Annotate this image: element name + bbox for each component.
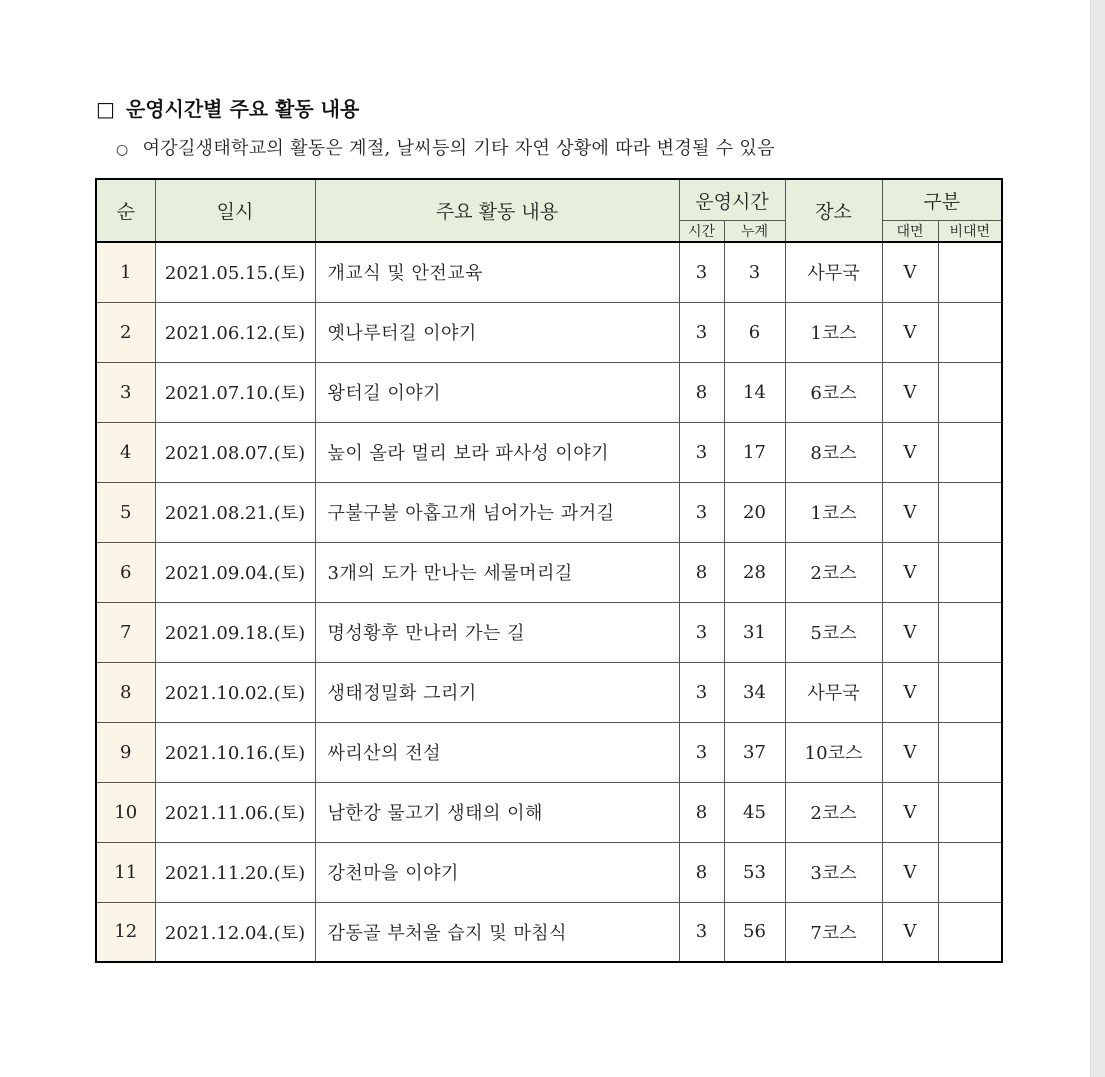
section-title: 운영시간별 주요 활동 내용 (125, 97, 360, 121)
scrollbar[interactable] (1090, 0, 1105, 1077)
cell-cumulative: 31 (724, 602, 785, 662)
cell-in-person: V (882, 842, 938, 902)
cell-date: 2021.10.16.(토) (155, 722, 315, 782)
table-row (96, 302, 1002, 362)
cell-activity: 강천마을 이야기 (315, 842, 679, 902)
header-in-person: 대면 (882, 221, 938, 243)
cell-hours: 3 (679, 722, 724, 782)
cell-date: 2021.11.06.(토) (155, 782, 315, 842)
header-seq: 순 (96, 179, 155, 242)
cell-cumulative: 37 (724, 722, 785, 782)
cell-date: 2021.06.12.(토) (155, 302, 315, 362)
cell-place: 1코스 (785, 302, 882, 362)
schedule-table (95, 178, 1003, 963)
cell-activity: 생태정밀화 그리기 (315, 662, 679, 722)
header-date: 일시 (155, 179, 315, 242)
header-hours: 시간 (679, 221, 724, 243)
cell-seq: 3 (96, 362, 155, 422)
cell-place: 사무국 (785, 662, 882, 722)
cell-place: 사무국 (785, 242, 882, 302)
cell-hours: 3 (679, 602, 724, 662)
cell-non-in-person (938, 842, 1002, 902)
cell-non-in-person (938, 422, 1002, 482)
cell-date: 2021.12.04.(토) (155, 902, 315, 962)
cell-cumulative: 20 (724, 482, 785, 542)
cell-date: 2021.11.20.(토) (155, 842, 315, 902)
cell-activity: 개교식 및 안전교육 (315, 242, 679, 302)
cell-hours: 8 (679, 542, 724, 602)
table-header (96, 179, 1002, 242)
header-cumulative: 누계 (724, 221, 785, 243)
cell-activity: 옛나루터길 이야기 (315, 302, 679, 362)
cell-in-person: V (882, 902, 938, 962)
cell-in-person: V (882, 782, 938, 842)
cell-cumulative: 14 (724, 362, 785, 422)
header-activity: 주요 활동 내용 (315, 179, 679, 242)
cell-non-in-person (938, 302, 1002, 362)
cell-activity: 싸리산의 전설 (315, 722, 679, 782)
cell-seq: 6 (96, 542, 155, 602)
table-row (96, 842, 1002, 902)
cell-seq: 8 (96, 662, 155, 722)
header-place: 장소 (785, 179, 882, 242)
cell-non-in-person (938, 482, 1002, 542)
cell-seq: 4 (96, 422, 155, 482)
cell-date: 2021.05.15.(토) (155, 242, 315, 302)
cell-date: 2021.08.21.(토) (155, 482, 315, 542)
cell-in-person: V (882, 242, 938, 302)
cell-cumulative: 45 (724, 782, 785, 842)
cell-hours: 3 (679, 302, 724, 362)
cell-non-in-person (938, 362, 1002, 422)
table-row (96, 242, 1002, 302)
cell-in-person: V (882, 362, 938, 422)
cell-non-in-person (938, 602, 1002, 662)
cell-non-in-person (938, 242, 1002, 302)
cell-in-person: V (882, 302, 938, 362)
cell-non-in-person (938, 722, 1002, 782)
header-hours-group: 운영시간 (679, 179, 785, 221)
cell-place: 6코스 (785, 362, 882, 422)
cell-cumulative: 34 (724, 662, 785, 722)
cell-place: 2코스 (785, 542, 882, 602)
cell-place: 5코스 (785, 602, 882, 662)
cell-in-person: V (882, 422, 938, 482)
cell-hours: 3 (679, 902, 724, 962)
cell-date: 2021.07.10.(토) (155, 362, 315, 422)
table-body (96, 242, 1002, 962)
circle-bullet-icon: ○ (116, 142, 129, 158)
cell-seq: 12 (96, 902, 155, 962)
table-row (96, 542, 1002, 602)
cell-activity: 명성황후 만나러 가는 길 (315, 602, 679, 662)
cell-non-in-person (938, 902, 1002, 962)
cell-activity: 감동골 부처울 습지 및 마침식 (315, 902, 679, 962)
table-row (96, 782, 1002, 842)
cell-seq: 11 (96, 842, 155, 902)
cell-seq: 1 (96, 242, 155, 302)
cell-cumulative: 6 (724, 302, 785, 362)
cell-in-person: V (882, 602, 938, 662)
cell-place: 3코스 (785, 842, 882, 902)
cell-hours: 3 (679, 422, 724, 482)
cell-activity: 높이 올라 멀리 보라 파사성 이야기 (315, 422, 679, 482)
note-text: 여강길생태학교의 활동은 계절, 날씨등의 기타 자연 상황에 따라 변경될 수 있음 (142, 138, 775, 159)
cell-seq: 9 (96, 722, 155, 782)
table-row (96, 662, 1002, 722)
cell-cumulative: 28 (724, 542, 785, 602)
cell-in-person: V (882, 482, 938, 542)
section-note (116, 134, 775, 160)
cell-seq: 7 (96, 602, 155, 662)
cell-in-person: V (882, 542, 938, 602)
cell-activity: 3개의 도가 만나는 세물머리길 (315, 542, 679, 602)
table-row (96, 722, 1002, 782)
table-row (96, 422, 1002, 482)
cell-in-person: V (882, 722, 938, 782)
cell-seq: 10 (96, 782, 155, 842)
table-row (96, 602, 1002, 662)
cell-hours: 8 (679, 842, 724, 902)
cell-non-in-person (938, 782, 1002, 842)
cell-hours: 3 (679, 242, 724, 302)
cell-activity: 남한강 물고기 생태의 이해 (315, 782, 679, 842)
cell-cumulative: 17 (724, 422, 785, 482)
cell-date: 2021.08.07.(토) (155, 422, 315, 482)
cell-cumulative: 53 (724, 842, 785, 902)
cell-cumulative: 3 (724, 242, 785, 302)
cell-place: 7코스 (785, 902, 882, 962)
cell-place: 10코스 (785, 722, 882, 782)
cell-hours: 8 (679, 782, 724, 842)
cell-activity: 구불구불 아홉고개 넘어가는 과거길 (315, 482, 679, 542)
cell-seq: 5 (96, 482, 155, 542)
table-row (96, 362, 1002, 422)
cell-place: 1코스 (785, 482, 882, 542)
cell-place: 2코스 (785, 782, 882, 842)
cell-seq: 2 (96, 302, 155, 362)
cell-date: 2021.09.18.(토) (155, 602, 315, 662)
cell-cumulative: 56 (724, 902, 785, 962)
cell-hours: 8 (679, 362, 724, 422)
cell-date: 2021.09.04.(토) (155, 542, 315, 602)
header-non-in-person: 비대면 (938, 221, 1002, 243)
checkbox-square-icon: □ (96, 97, 115, 121)
cell-place: 8코스 (785, 422, 882, 482)
cell-non-in-person (938, 542, 1002, 602)
cell-non-in-person (938, 662, 1002, 722)
cell-activity: 왕터길 이야기 (315, 362, 679, 422)
table-row (96, 902, 1002, 962)
cell-hours: 3 (679, 482, 724, 542)
section-heading (96, 93, 359, 122)
cell-date: 2021.10.02.(토) (155, 662, 315, 722)
cell-hours: 3 (679, 662, 724, 722)
cell-in-person: V (882, 662, 938, 722)
header-type-group: 구분 (882, 179, 1002, 221)
table-row (96, 482, 1002, 542)
